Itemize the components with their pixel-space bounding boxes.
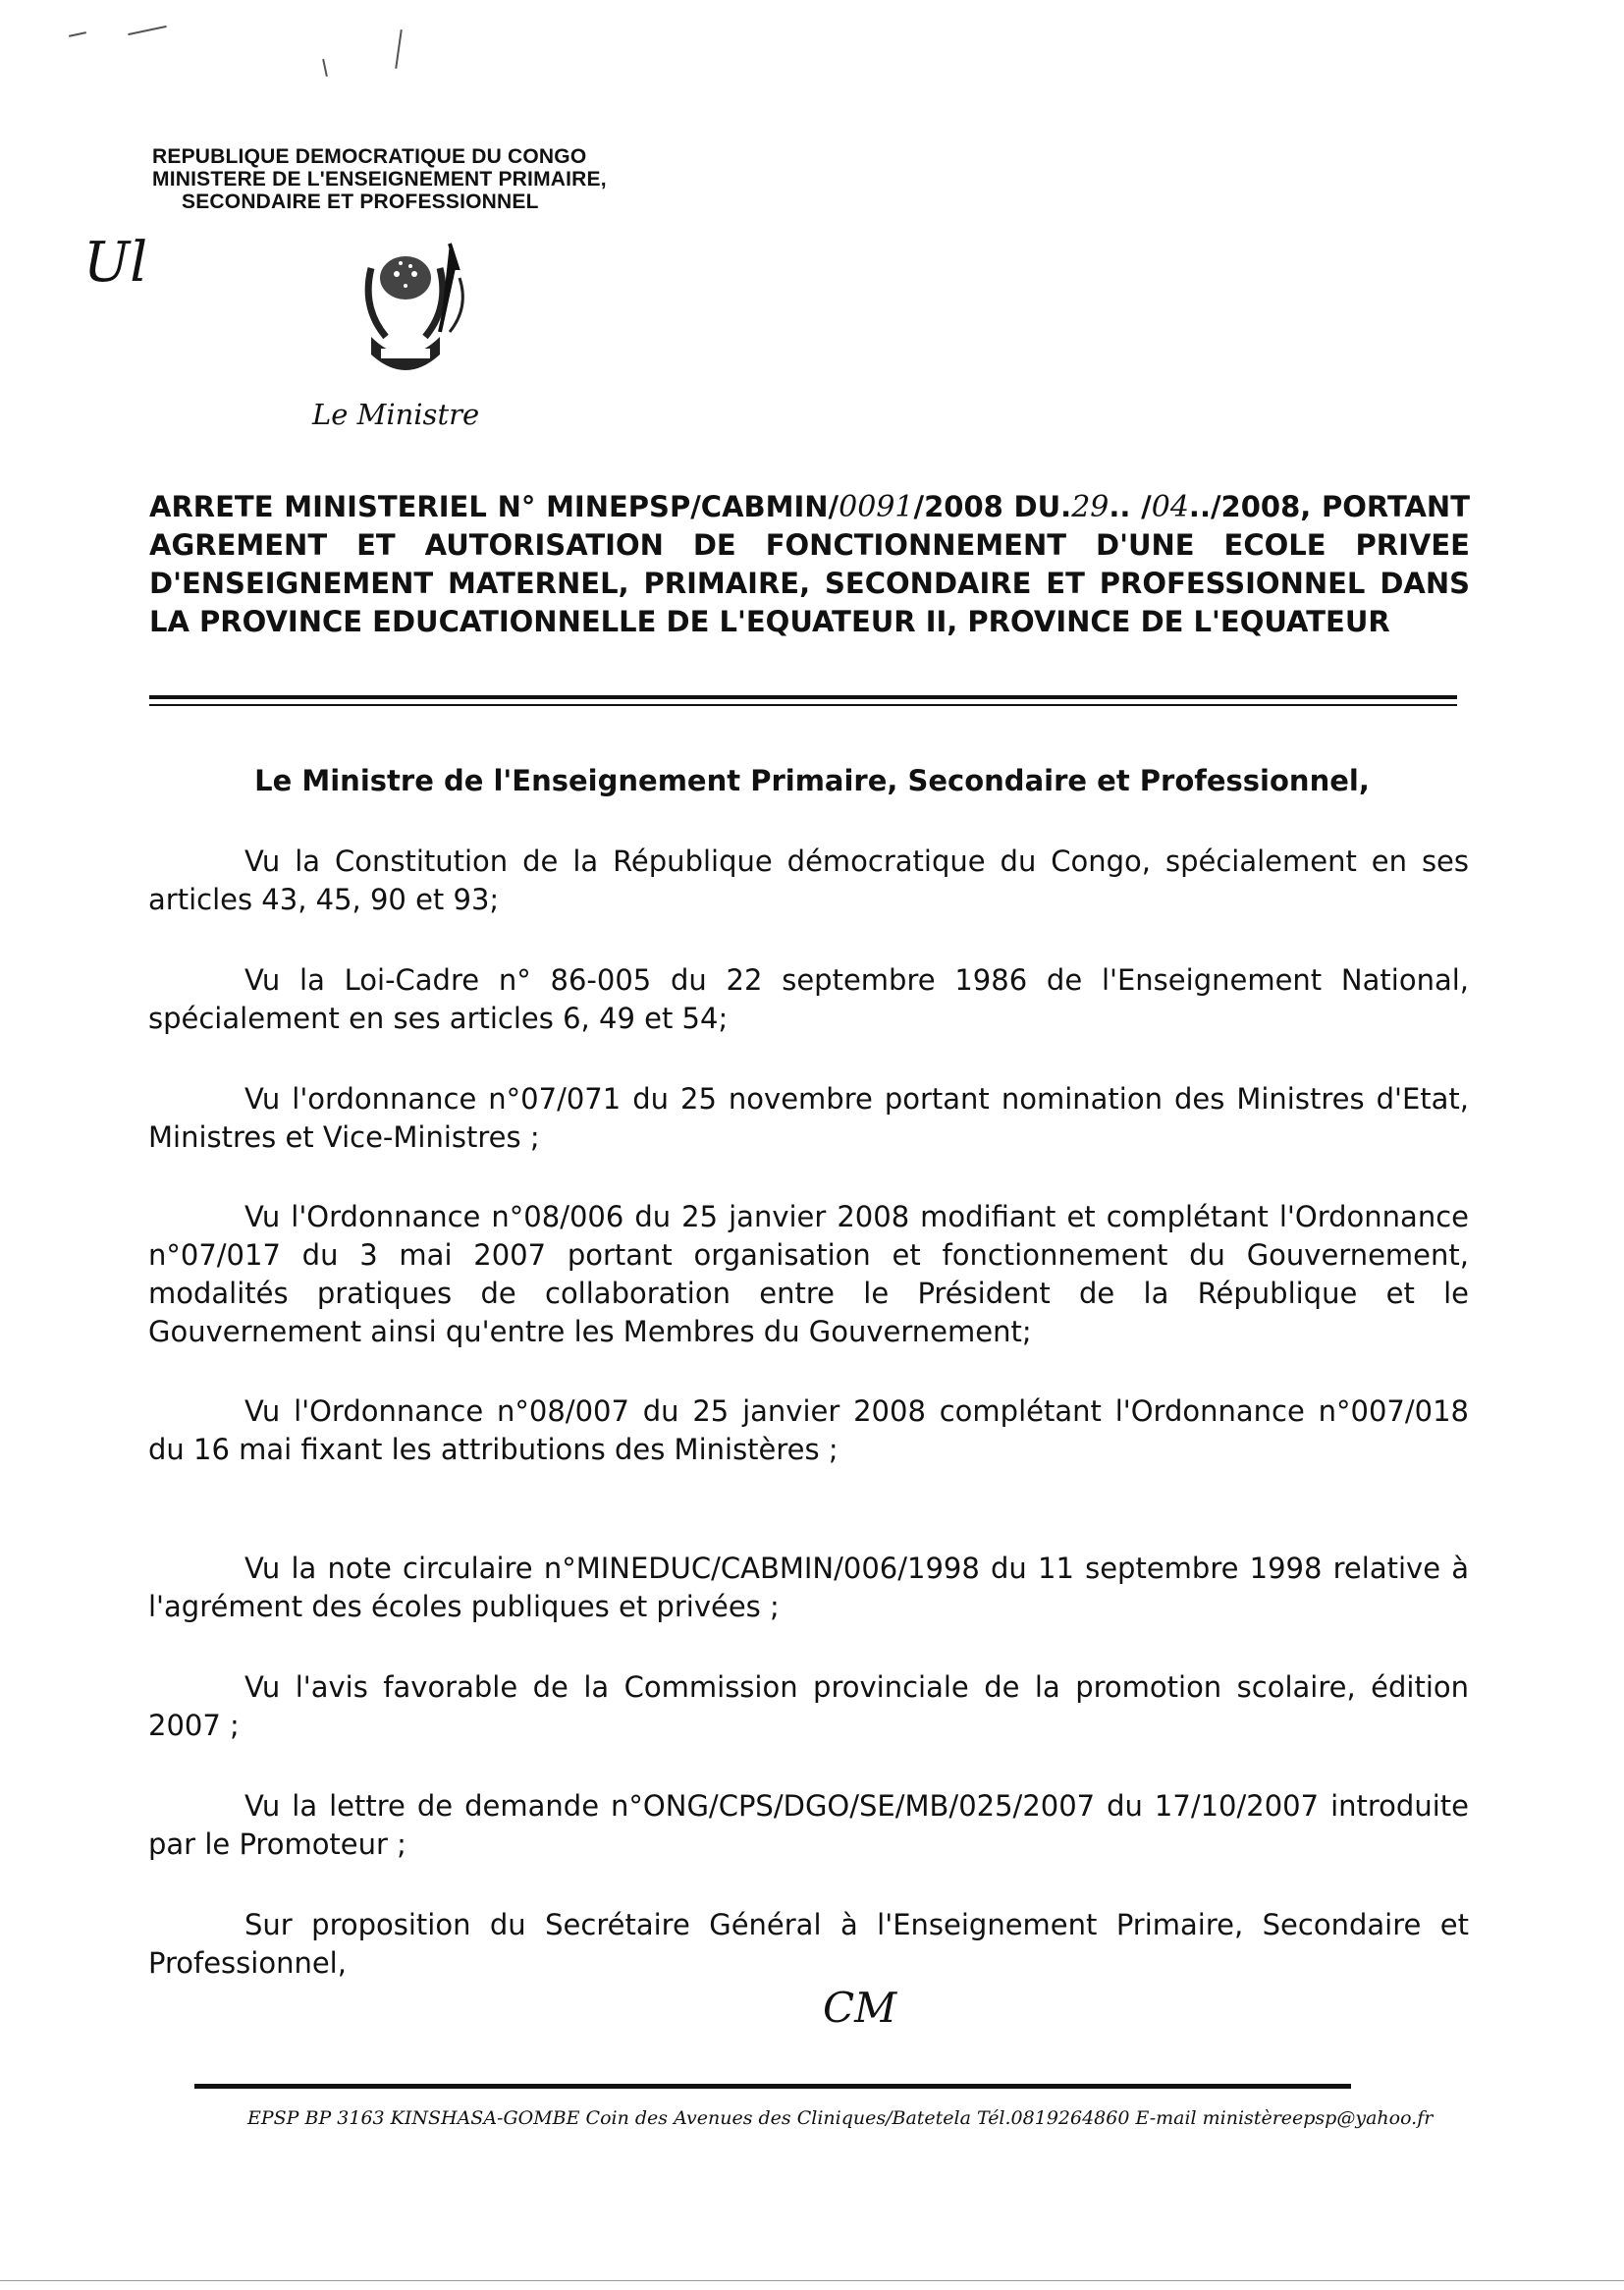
preamble [148, 843, 1469, 1983]
title-divider-thin [149, 704, 1457, 706]
preamble-paragraph: Vu l'avis favorable de la Commission provinciale de la promotion scolaire, édition 2007 ; [148, 1670, 1469, 1742]
letterhead-country: REPUBLIQUE DEMOCRATIQUE DU CONGO [152, 145, 587, 168]
minister-heading: Le Ministre de l'Enseignement Primaire, Secondaire et Professionnel, [254, 764, 1370, 797]
coat-of-arms-seal [312, 239, 499, 381]
margin-handwritten-note: Ul [83, 231, 148, 295]
letterhead-ministry: MINISTERE DE L'ENSEIGNEMENT PRIMAIRE, [152, 168, 607, 191]
decree-month: 04 [1151, 490, 1189, 524]
decree-number: 0091 [839, 490, 914, 524]
minister-title: Le Ministre [312, 398, 480, 431]
scan-speck [128, 26, 167, 35]
preamble-paragraph: Vu la lettre de demande n°ONG/CPS/DGO/SE/MB/025/2007 du 17/10/2007 introduite par le Promoteur ; [148, 1789, 1469, 1861]
scan-speck [322, 59, 328, 77]
decree-title [149, 488, 1470, 641]
decree-month-sep: .. / [1109, 490, 1152, 523]
letterhead [152, 145, 607, 213]
preamble-paragraph: Vu l'Ordonnance n°08/007 du 25 janvier 2008 complétant l'Ordonnance n°007/018 du 16 mai fixant les attributions des Ministères ; [148, 1394, 1469, 1466]
preamble-paragraph: Vu la Constitution de la République démocratique du Congo, spécialement en ses articles 43, 45, 90 et 93; [148, 845, 1469, 916]
decree-prefix: ARRETE MINISTERIEL N° MINEPSP/CABMIN/ [149, 490, 839, 523]
handwritten-initials: CM [823, 1984, 897, 2032]
scan-speck [69, 31, 86, 37]
footer-divider [194, 2084, 1351, 2089]
preamble-paragraph: Sur proposition du Secrétaire Général à l'Enseignement Primaire, Secondaire et Professionnel, [148, 1908, 1469, 1980]
preamble-paragraph: Vu la note circulaire n°MINEDUC/CABMIN/006/1998 du 11 septembre 1998 relative à l'agrément des écoles publiques et privées ; [148, 1552, 1469, 1623]
footer-address: EPSP BP 3163 KINSHASA-GOMBE Coin des Avenues des Cliniques/Batetela Tél.0819264860 E-mail ministèreepsp@yahoo.fr [247, 2107, 1434, 2129]
preamble-paragraph: Vu la Loi-Cadre n° 86-005 du 22 septembre 1986 de l'Enseignement National, spécialement en ses articles 6, 49 et 54; [148, 963, 1469, 1035]
decree-suffix: ../2008, [1188, 490, 1312, 523]
preamble-paragraph: Vu l'Ordonnance n°08/006 du 25 janvier 2008 modifiant et complétant l'Ordonnance n°07/017 du 3 mai 2007 portant organisation et fonctionnement du Gouvernement, modalités pratiques de collaboration entre le Président de la République et le Gouvernement ainsi qu'entre les Membres du Gouvernement; [148, 1200, 1469, 1348]
decree-subject: PORTANT AGREMENT ET AUTORISATION DE FONCTIONNEMENT D'UNE ECOLE PRIVEE D'ENSEIGNEMENT MATERNEL, PRIMAIRE, SECONDAIRE ET PROFESSIONNEL DANS LA PROVINCE EDUCATIONNELLE DE L'EQUATEUR II, PROVINCE DE L'EQUATEUR [149, 490, 1470, 638]
preamble-paragraph: Vu l'ordonnance n°07/071 du 25 novembre portant nomination des Ministres d'Etat, Ministres et Vice-Ministres ; [148, 1082, 1469, 1154]
decree-day: 29 [1071, 490, 1110, 524]
title-divider-thick [149, 695, 1457, 699]
scan-speck [395, 29, 403, 69]
scan-edge [0, 2280, 1624, 2281]
letterhead-ministry-cont: SECONDAIRE ET PROFESSIONNEL [182, 191, 539, 213]
decree-year: /2008 DU. [913, 490, 1072, 523]
